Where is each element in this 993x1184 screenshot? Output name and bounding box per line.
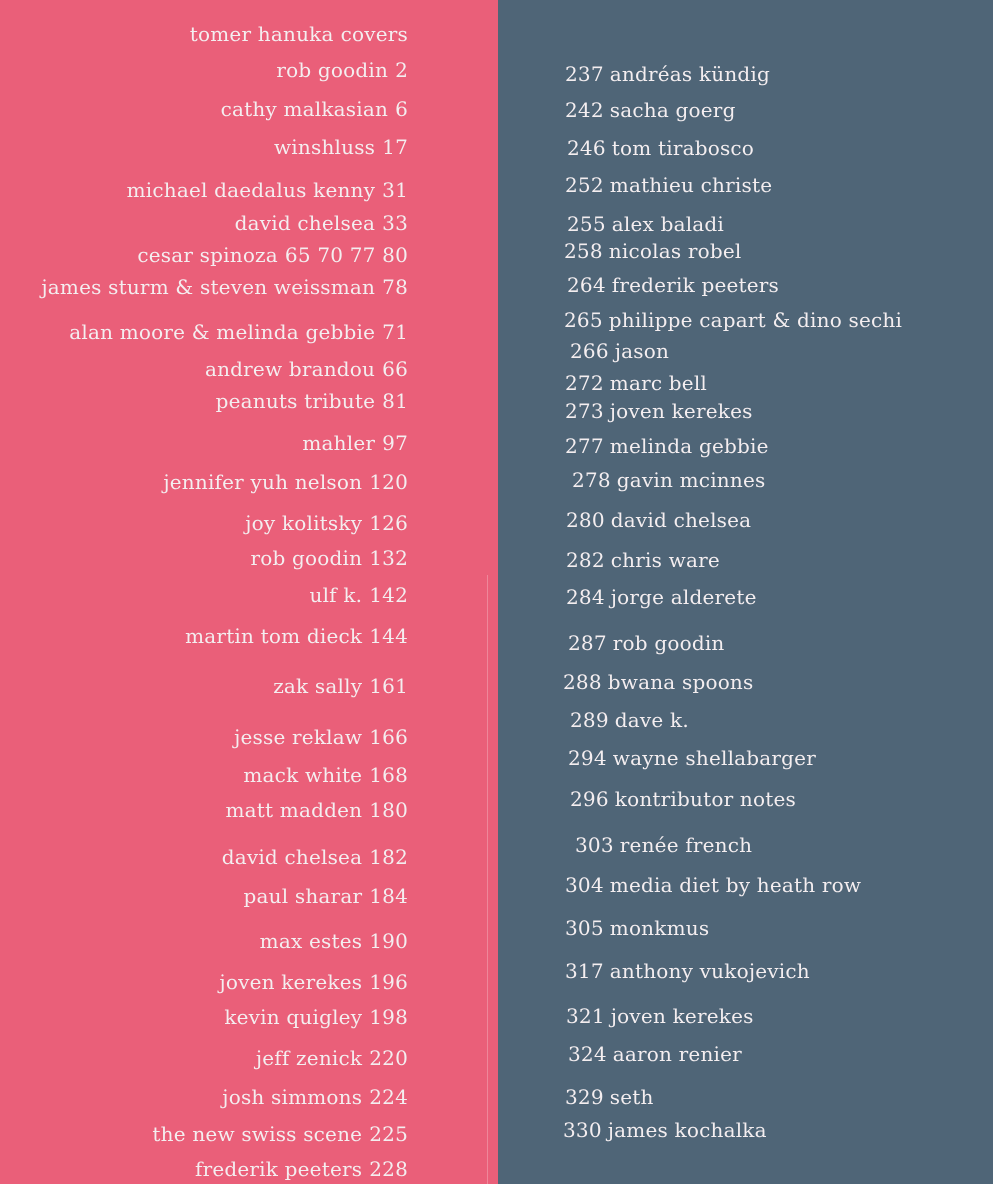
contributor-name: seth: [609, 1085, 654, 1109]
contents-entry-right: [570, 789, 796, 809]
contents-entry-right: [565, 1087, 654, 1107]
contributor-name: rob goodin: [276, 58, 389, 82]
contributor-name: anthony vukojevich: [609, 959, 810, 983]
contents-entry-right: [565, 100, 736, 120]
contents-entry-right: [565, 436, 769, 456]
contents-entry-right: [565, 918, 709, 938]
contributor-name: dave k.: [614, 708, 689, 732]
contents-entry-left: [205, 359, 408, 379]
contributor-name: tomer hanuka: [189, 22, 334, 46]
page-number: 252: [565, 173, 604, 197]
contributor-name: sacha goerg: [609, 98, 736, 122]
page-number: 264: [567, 273, 606, 297]
page-number: 198: [369, 1005, 408, 1029]
page-crease: [487, 575, 488, 1184]
page-number: 126: [369, 511, 408, 535]
page-number: 266: [570, 339, 609, 363]
page-number: 294: [568, 746, 607, 770]
contents-entry-right: [566, 510, 751, 530]
contents-entry-right: [572, 470, 765, 490]
contents-entry-left: [244, 886, 408, 906]
page-number: 66: [382, 357, 408, 381]
page-number: 196: [369, 970, 408, 994]
contributor-name: jorge alderete: [610, 585, 757, 609]
page-number: 161: [369, 674, 408, 698]
contents-entry-right: [565, 64, 770, 84]
contents-entry-left: [222, 1087, 408, 1107]
contents-entry-left: [222, 847, 408, 867]
contents-entry-right: [563, 672, 753, 692]
contents-entry-right: [567, 138, 754, 158]
contributor-name: peanuts tribute: [215, 389, 376, 413]
contributor-name: renée french: [619, 833, 753, 857]
contributor-name: gavin mcinnes: [616, 468, 766, 492]
contributor-name: bwana spoons: [607, 670, 754, 694]
contents-entry-left: [243, 765, 408, 785]
contents-entry-left: [163, 472, 408, 492]
contributor-name: michael daedalus kenny: [126, 178, 376, 202]
contributor-name: zak sally: [273, 674, 363, 698]
contributor-name: joven kerekes: [219, 970, 363, 994]
page-number: 225: [369, 1122, 408, 1146]
page-number: 296: [570, 787, 609, 811]
page-number: 280: [566, 508, 605, 532]
contents-entry-left: [250, 548, 408, 568]
contents-entry-right: [565, 175, 772, 195]
page-number: 273: [565, 399, 604, 423]
page-number: 278: [572, 468, 611, 492]
contributor-name: melinda gebbie: [609, 434, 769, 458]
contents-entry-left: [152, 1124, 408, 1144]
page-number: 190: [369, 929, 408, 953]
page-number: 272: [565, 371, 604, 395]
page-number: 180: [369, 798, 408, 822]
contributor-name: wayne shellabarger: [612, 746, 816, 770]
contents-entry-right: [565, 961, 810, 981]
contributor-name: martin tom dieck: [185, 624, 363, 648]
contributor-name: joy kolitsky: [245, 511, 363, 535]
contributor-name: alan moore & melinda gebbie: [69, 320, 376, 344]
page-number: 144: [369, 624, 408, 648]
page-number: 321: [566, 1004, 605, 1028]
contributor-name: matt madden: [225, 798, 363, 822]
page-number: 220: [369, 1046, 408, 1070]
page-number: 17: [382, 135, 408, 159]
contents-entry-left: [260, 931, 408, 951]
contributor-name: winshluss: [273, 135, 376, 159]
page-number: 237: [565, 62, 604, 86]
page-number: 2: [395, 58, 408, 82]
contents-entry-left: [234, 727, 408, 747]
page-number: 258: [564, 239, 603, 263]
contributor-name: rob goodin: [250, 546, 363, 570]
contents-entry-left: [195, 1159, 408, 1179]
contents-entry-left: [274, 137, 408, 157]
page-number: 31: [382, 178, 408, 202]
page-number: 324: [568, 1042, 607, 1066]
contributor-name: cesar spinoza: [137, 243, 278, 267]
page-number: 33: [382, 211, 408, 235]
contributor-name: philippe capart & dino sechi: [608, 308, 903, 332]
page-number: 305: [565, 916, 604, 940]
contributor-name: alex baladi: [611, 212, 725, 236]
contributor-name: joven kerekes: [610, 1004, 754, 1028]
page-number: covers: [340, 22, 408, 46]
page-number: 317: [565, 959, 604, 983]
contributor-name: tom tirabosco: [611, 136, 755, 160]
page-number: 65 70 77 80: [284, 243, 408, 267]
contents-entry-left: [235, 213, 408, 233]
page-number: 304: [565, 873, 604, 897]
page-number: 287: [568, 631, 607, 655]
contributor-name: the new swiss scene: [152, 1122, 363, 1146]
contributor-name: jeff zenick: [255, 1046, 363, 1070]
contributor-name: david chelsea: [610, 508, 752, 532]
contributor-name: josh simmons: [222, 1085, 363, 1109]
contributor-name: paul sharar: [243, 884, 363, 908]
page-number: 330: [563, 1118, 602, 1142]
contents-entry-right: [566, 1006, 754, 1026]
contents-entry-left: [41, 277, 408, 297]
contents-entry-left: [190, 24, 408, 44]
contributor-name: media diet by heath row: [609, 873, 862, 897]
contents-entry-right: [570, 341, 669, 361]
contributor-name: ulf k.: [309, 583, 363, 607]
contents-entry-right: [563, 1120, 767, 1140]
contributor-name: kontributor notes: [614, 787, 796, 811]
contributor-name: frederik peeters: [194, 1157, 363, 1181]
page-number: 97: [382, 431, 408, 455]
contents-entry-left: [224, 1007, 408, 1027]
page-number: 255: [567, 212, 606, 236]
page-number: 81: [382, 389, 408, 413]
page-number: 303: [575, 833, 614, 857]
contents-entry-left: [302, 433, 408, 453]
contributor-name: marc bell: [609, 371, 708, 395]
page-number: 277: [565, 434, 604, 458]
contributor-name: james sturm & steven weissman: [41, 275, 376, 299]
contents-entry-right: [566, 550, 720, 570]
contents-entry-right: [567, 214, 724, 234]
page-number: 228: [369, 1157, 408, 1181]
contributor-name: mathieu christe: [609, 173, 773, 197]
page-number: 242: [565, 98, 604, 122]
contributor-name: kevin quigley: [224, 1005, 363, 1029]
page-number: 182: [369, 845, 408, 869]
page-number: 166: [369, 725, 408, 749]
contents-entry-left: [219, 972, 408, 992]
page-number: 289: [570, 708, 609, 732]
contributor-name: monkmus: [609, 916, 710, 940]
contents-entry-left: [127, 180, 408, 200]
contents-entry-right: [567, 275, 779, 295]
contributor-name: jennifer yuh nelson: [163, 470, 363, 494]
contributor-name: aaron renier: [612, 1042, 742, 1066]
page-number: 224: [369, 1085, 408, 1109]
contents-entry-left: [221, 99, 408, 119]
page-number: 71: [382, 320, 408, 344]
contents-entry-right: [565, 875, 861, 895]
contributor-name: jason: [614, 339, 670, 363]
page-number: 132: [369, 546, 408, 570]
contents-entry-left: [245, 513, 408, 533]
contents-entry-right: [566, 587, 757, 607]
contributor-name: mahler: [302, 431, 376, 455]
contributor-name: james kochalka: [607, 1118, 767, 1142]
contributor-name: nicolas robel: [608, 239, 742, 263]
contributor-name: cathy malkasian: [220, 97, 389, 121]
contents-entry-right: [575, 835, 752, 855]
page-number: 142: [369, 583, 408, 607]
page-number: 288: [563, 670, 602, 694]
page-number: 120: [369, 470, 408, 494]
contents-entry-left: [256, 1048, 408, 1068]
contents-entry-right: [570, 710, 689, 730]
contributor-name: david chelsea: [221, 845, 363, 869]
contents-entry-right: [564, 310, 902, 330]
contents-entry-left: [216, 391, 408, 411]
page-number: 78: [382, 275, 408, 299]
contents-entry-right: [565, 401, 753, 421]
page-number: 329: [565, 1085, 604, 1109]
contributor-name: rob goodin: [612, 631, 725, 655]
contents-entry-left: [276, 60, 408, 80]
contributor-name: mack white: [243, 763, 363, 787]
page-number: 265: [564, 308, 603, 332]
contributor-name: jesse reklaw: [234, 725, 363, 749]
contributor-name: joven kerekes: [609, 399, 753, 423]
contents-entry-left: [310, 585, 409, 605]
contents-entry-right: [565, 373, 707, 393]
page-number: 284: [566, 585, 605, 609]
page-number: 246: [567, 136, 606, 160]
contents-entry-left: [137, 245, 408, 265]
contents-entry-right: [568, 1044, 742, 1064]
contents-entry-left: [225, 800, 408, 820]
contents-entry-left: [273, 676, 408, 696]
contributor-name: chris ware: [610, 548, 720, 572]
page-number: 282: [566, 548, 605, 572]
page-number: 6: [395, 97, 408, 121]
contents-entry-right: [564, 241, 741, 261]
page-number: 168: [369, 763, 408, 787]
contributor-name: andréas kündig: [609, 62, 771, 86]
contributor-name: david chelsea: [234, 211, 376, 235]
contributor-name: andrew brandou: [204, 357, 376, 381]
contributor-name: frederik peeters: [611, 273, 780, 297]
contents-entry-left: [185, 626, 408, 646]
contributor-name: max estes: [259, 929, 363, 953]
page-number: 184: [369, 884, 408, 908]
contents-entry-right: [568, 633, 725, 653]
contents-entry-left: [69, 322, 408, 342]
contents-entry-right: [568, 748, 816, 768]
